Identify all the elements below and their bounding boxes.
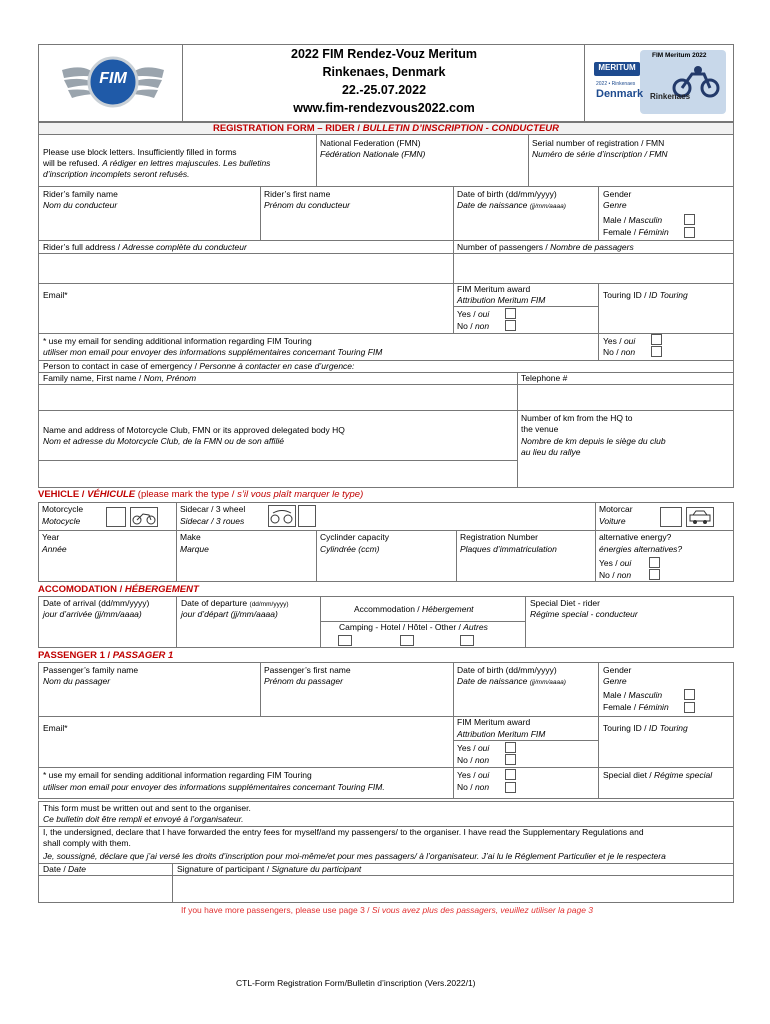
date-input[interactable]	[39, 876, 171, 902]
rider-male-label: Male / Masculin	[603, 215, 663, 225]
emergency-phone-input[interactable]	[518, 385, 733, 409]
rider-consent-no-label: No / non	[603, 347, 636, 357]
km-label-2: the venue	[521, 424, 559, 434]
signature-input[interactable]	[173, 876, 733, 902]
passenger-male-checkbox[interactable]	[684, 689, 695, 700]
event-website[interactable]: www.fim-rendezvous2022.com	[293, 101, 475, 115]
passenger-email-consent: * use my email for sending additional information regarding FIM Touring	[43, 770, 312, 780]
passenger-email-consent-fr: utiliser mon email pour envoyer des informations supplémentaires concernant Touring FIM.	[43, 782, 385, 792]
meritum-logo-word: MERITUM	[598, 63, 636, 72]
rider-award-no-label: No / non	[457, 321, 490, 331]
vehicle-heading: VEHICLE / VÉHICULE (please mark the type / s’il vous plaît marquer le type)	[38, 489, 364, 500]
rider-gender-label-fr: Genre	[603, 200, 627, 210]
event-location: Rinkenaes, Denmark	[322, 65, 446, 79]
club-label-fr: Nom et adresse du Motorcycle Club, de la FMN ou de son affilié	[43, 436, 284, 446]
rider-award-yes-checkbox[interactable]	[505, 308, 516, 319]
passenger-first-label: Passenger’s first name	[264, 665, 351, 675]
make-label: Make	[180, 532, 201, 542]
passenger-consent-yes-label: Yes / oui	[457, 770, 490, 780]
intro-line-2: will be refused. A rédiger en lettres majuscules. Les bulletins	[43, 158, 271, 168]
rider-email-consent: * use my email for sending additional information regarding FIM Touring	[43, 336, 312, 346]
car-icon	[686, 507, 714, 527]
motorcycle-icon	[130, 507, 158, 527]
cylinder-label-fr: Cylindrée (ccm)	[320, 544, 380, 554]
passenger-consent-no-checkbox[interactable]	[505, 782, 516, 793]
fmn-label-fr: Fédération Nationale (FMN)	[320, 149, 426, 159]
passenger-award-label: FIM Meritum award	[457, 717, 531, 727]
emergency-phone-label: Telephone #	[521, 373, 568, 383]
serial-label-fr: Numéro de série d’inscription / FMN	[532, 149, 668, 159]
registration-title: REGISTRATION FORM – RIDER / BULLETIN D’INSCRIPTION - CONDUCTEUR	[38, 122, 734, 135]
passenger-email-input[interactable]	[39, 736, 452, 766]
serial-input[interactable]	[529, 161, 733, 185]
rider-female-label: Female / Féminin	[603, 227, 669, 237]
emergency-name-input[interactable]	[39, 385, 516, 409]
sidecar-checkbox[interactable]	[298, 505, 316, 527]
accommodation-label: Accommodation / Hébergement	[354, 604, 474, 614]
event-dates: 22.-25.07.2022	[341, 83, 427, 97]
fim-logo-text: FIM	[99, 70, 127, 87]
passenger-diet-input[interactable]	[599, 782, 733, 798]
fmn-label: National Federation (FMN)	[320, 138, 421, 148]
sidecar-icon	[268, 505, 296, 527]
club-input[interactable]	[39, 461, 516, 487]
km-label-1: Number of km from the HQ to	[521, 413, 633, 423]
passenger-touring-input[interactable]	[599, 736, 733, 766]
arrival-label-fr: jour d’arrivée (jj/mm/aaaa)	[43, 609, 142, 619]
departure-input[interactable]	[177, 622, 319, 647]
passenger-award-yes-checkbox[interactable]	[505, 742, 516, 753]
alt-yes-checkbox[interactable]	[649, 557, 660, 568]
declaration-line-4: shall comply with them.	[43, 838, 131, 848]
arrival-label: Date of arrival (dd/mm/yyyy)	[43, 598, 150, 608]
passenger-award-no-label: No / non	[457, 755, 490, 765]
sidecar-label: Sidecar / 3 wheel	[180, 504, 246, 514]
club-label: Name and address of Motorcycle Club, FMN or its approved delegated body HQ	[43, 425, 345, 435]
alt-energy-label-fr: énergies alternatives?	[599, 544, 683, 554]
rider-award-yes-label: Yes / oui	[457, 309, 490, 319]
intro-line-3: d’inscription incomplets seront refusés.	[43, 169, 190, 179]
rider-diet-label-fr: Régime special - conducteur	[530, 609, 638, 619]
departure-label: Date of departure (dd/mm/yyyy)	[181, 598, 289, 608]
alt-yes-label: Yes / oui	[599, 558, 632, 568]
fim-logo	[58, 48, 168, 116]
passenger-award-label-fr: Attribution Meritum FIM	[457, 729, 546, 739]
meritum-logo-year: FIM Meritum 2022	[652, 52, 707, 59]
page-footer: CTL-Form Registration Form/Bulletin d’inscription (Vers.2022/1)	[236, 978, 476, 988]
rider-first-label-fr: Prénom du conducteur	[264, 200, 350, 210]
hotel-checkbox[interactable]	[400, 635, 414, 646]
passenger-email-label: Email*	[43, 723, 68, 733]
make-label-fr: Marque	[180, 544, 209, 554]
departure-label-fr: jour d’départ (jj/mm/aaaa)	[181, 609, 278, 619]
rider-male-checkbox[interactable]	[684, 214, 695, 225]
rider-family-label-fr: Nom du conducteur	[43, 200, 118, 210]
car-checkbox[interactable]	[660, 507, 682, 527]
rider-first-label: Rider’s first name	[264, 189, 331, 199]
regnum-label: Registration Number	[460, 532, 538, 542]
rider-email-consent-fr: utiliser mon email pour envoyer des informations supplémentaires concernant Touring FIM	[43, 347, 383, 357]
moto-label-fr: Motocycle	[42, 516, 81, 526]
declaration-line-5: Je, soussigné, déclare que j’ai versé les droits d’inscription pour moi-même/et pour mes passagers/ à l’organisateur. J’ai lu le Réglement Particulier et je le respectera	[43, 851, 666, 861]
signature-label: Signature of participant / Signature du participant	[177, 864, 362, 874]
more-passengers-note: If you have more passengers, please use page 3 / Si vous avez plus des passagers, veuillez utiliser la page 3	[181, 905, 594, 915]
rider-dob-label-fr: Date de naissance (jj/mm/aaaa)	[457, 200, 566, 210]
alt-no-checkbox[interactable]	[649, 569, 660, 580]
rider-diet-input[interactable]	[526, 622, 733, 647]
passenger-heading: PASSENGER 1 / PASSAGER 1	[38, 650, 174, 661]
rider-gender-label: Gender	[603, 189, 632, 199]
passenger-family-label-fr: Nom du passager	[43, 676, 111, 686]
passenger-first-label-fr: Prénom du passager	[264, 676, 343, 686]
passenger-dob-input[interactable]	[454, 688, 597, 715]
passenger-family-label: Passenger’s family name	[43, 665, 139, 675]
km-label-fr-2: au lieu du rallye	[521, 447, 581, 457]
passenger-gender-label: Gender	[603, 665, 632, 675]
meritum-logo-small: 2022 • Rinkenaes	[596, 81, 636, 87]
rider-dob-input[interactable]	[454, 212, 597, 239]
passenger-award-no-checkbox[interactable]	[505, 754, 516, 765]
meritum-logo	[592, 48, 728, 116]
sidecar-label-fr: Sidecar / 3 roues	[180, 516, 245, 526]
cylinder-label: Cyclinder capacity	[320, 532, 389, 542]
rider-diet-label: Special Diet - rider	[530, 598, 600, 608]
year-label: Year	[42, 532, 60, 542]
car-label-fr: Voiture	[599, 516, 626, 526]
passenger-female-checkbox[interactable]	[684, 702, 695, 713]
km-label-fr-1: Nombre de km depuis le siège du club	[521, 436, 666, 446]
event-title: 2022 FIM Rendez-Vouz Meritum	[291, 47, 477, 61]
arrival-input[interactable]	[39, 622, 175, 647]
serial-label: Serial number of registration / FMN	[532, 138, 665, 148]
emergency-contact-heading: Person to contact in case of emergency / Personne à contacter en case d’urgence:	[43, 361, 355, 371]
passenger-award-yes-label: Yes / oui	[457, 743, 490, 753]
passenger-count-label: Number of passengers / Nombre de passagers	[457, 242, 634, 252]
rider-award-label-fr: Attribution Meritum FIM	[457, 295, 546, 305]
alt-energy-label: alternative energy?	[599, 532, 672, 542]
rider-female-checkbox[interactable]	[684, 227, 695, 238]
declaration-line-3: I, the undersigned, declare that I have forwarded the entry fees for myself/and my passengers/ to the organiser. I have read the Supplementary Regulations and	[43, 827, 644, 837]
rider-award-label: FIM Meritum award	[457, 284, 531, 294]
passenger-female-label: Female / Féminin	[603, 702, 669, 712]
declaration-line-2: Ce bulletin doit être rempli et envoyé à l’organisateur.	[43, 814, 244, 824]
accommodation-heading: ACCOMODATION / HÉBERGEMENT	[38, 584, 199, 595]
emergency-name-label: Family name, First name / Nom, Prénom	[43, 373, 197, 383]
meritum-logo-country: Denmark	[596, 88, 644, 100]
moto-checkbox[interactable]	[106, 507, 126, 527]
intro-line-1: Please use block letters. Insufficiently filled in forms	[43, 147, 237, 157]
rider-touring-label: Touring ID / ID Touring	[603, 290, 688, 300]
passenger-dob-label-fr: Date de naissance (jj/mm/aaaa)	[457, 676, 566, 686]
rider-consent-yes-checkbox[interactable]	[651, 334, 662, 345]
car-label: Motorcar	[599, 504, 633, 514]
date-label: Date / Date	[43, 864, 87, 874]
rider-consent-no-checkbox[interactable]	[651, 346, 662, 357]
passenger-diet-label: Special diet / Régime special	[603, 770, 713, 780]
rider-touring-input[interactable]	[599, 302, 733, 332]
passenger-first-input[interactable]	[261, 688, 452, 715]
rider-consent-yes-label: Yes / oui	[603, 336, 636, 346]
passenger-consent-yes-checkbox[interactable]	[505, 769, 516, 780]
rider-dob-label: Date of birth (dd/mm/yyyy)	[457, 189, 557, 199]
moto-label: Motorcycle	[42, 504, 84, 514]
alt-no-label: No / non	[599, 570, 632, 580]
regnum-label-fr: Plaques d’immatriculation	[460, 544, 557, 554]
passenger-male-label: Male / Masculin	[603, 690, 663, 700]
year-label-fr: Année	[42, 544, 67, 554]
declaration-line-1: This form must be written out and sent to the organiser.	[43, 803, 251, 813]
rider-first-input[interactable]	[261, 212, 452, 239]
accommodation-options: Camping - Hotel / Hôtel - Other / Autres	[339, 622, 488, 632]
km-input[interactable]	[518, 460, 733, 487]
rider-family-label: Rider’s family name	[43, 189, 118, 199]
meritum-logo-town: Rinkenaes	[650, 92, 691, 101]
rider-address-label: Rider’s full address / Adresse complète du conducteur	[43, 242, 247, 252]
rider-email-input[interactable]	[39, 302, 452, 332]
rider-award-no-checkbox[interactable]	[505, 320, 516, 331]
passenger-family-input[interactable]	[39, 688, 259, 715]
rider-email-label: Email*	[43, 290, 68, 300]
camping-checkbox[interactable]	[338, 635, 352, 646]
passenger-gender-label-fr: Genre	[603, 676, 627, 686]
rider-address-input[interactable]	[39, 254, 452, 282]
passenger-touring-label: Touring ID / ID Touring	[603, 723, 688, 733]
other-checkbox[interactable]	[460, 635, 474, 646]
fmn-input[interactable]	[317, 161, 527, 185]
passenger-dob-label: Date of birth (dd/mm/yyyy)	[457, 665, 557, 675]
rider-family-input[interactable]	[39, 212, 259, 239]
passenger-count-input[interactable]	[454, 254, 733, 282]
passenger-consent-no-label: No / non	[457, 782, 490, 792]
